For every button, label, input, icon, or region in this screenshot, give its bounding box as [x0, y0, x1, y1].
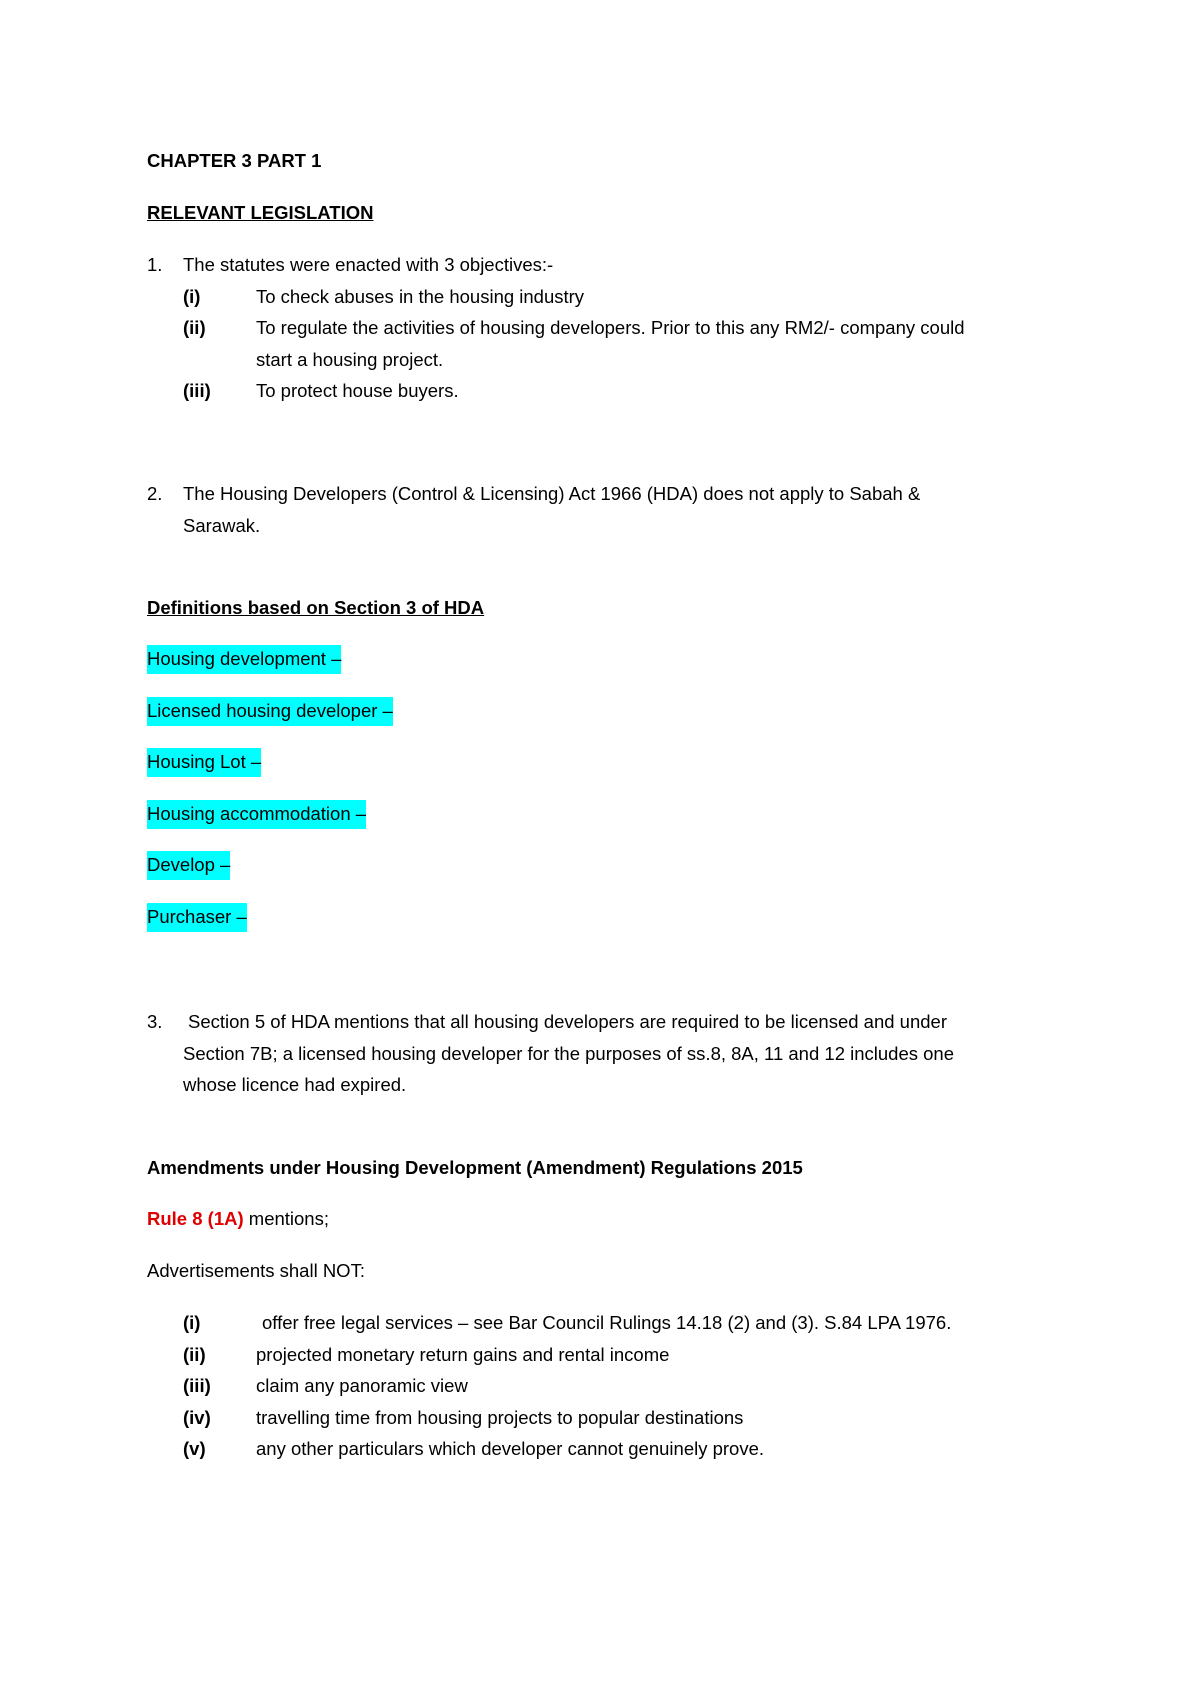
- item-2-number: 2.: [147, 483, 163, 504]
- ad-item-label: (v): [183, 1438, 206, 1459]
- definition-term: [147, 856, 230, 875]
- definition-term: [147, 908, 247, 927]
- rule-reference: Rule 8 (1A): [147, 1208, 244, 1229]
- sub-item-continuation: start a housing project.: [256, 349, 444, 370]
- advertisements-intro: Advertisements shall NOT:: [147, 1260, 365, 1281]
- ad-item-text: offer free legal services – see Bar Council Rulings 14.18 (2) and (3). S.84 LPA 1976.: [262, 1312, 952, 1333]
- ad-item-text: projected monetary return gains and rental income: [256, 1344, 670, 1365]
- definition-term: [147, 805, 366, 824]
- item-1-text: The statutes were enacted with 3 objectives:-: [183, 254, 554, 275]
- definition-term-highlight: Housing development –: [147, 645, 341, 674]
- ad-item-text: claim any panoramic view: [256, 1375, 468, 1396]
- sub-item-text: To check abuses in the housing industry: [256, 286, 585, 307]
- sub-item-text: To regulate the activities of housing developers. Prior to this any RM2/- company could: [256, 317, 965, 338]
- ad-item-label: (ii): [183, 1344, 206, 1365]
- rule-suffix: mentions;: [243, 1208, 329, 1229]
- definition-term-highlight: Housing Lot –: [147, 748, 261, 777]
- ad-item-text: travelling time from housing projects to popular destinations: [256, 1407, 744, 1428]
- sub-item-text: To protect house buyers.: [256, 380, 459, 401]
- item-3-number: 3.: [147, 1011, 163, 1032]
- item-2-continuation: Sarawak.: [183, 515, 261, 536]
- sub-item-label: (iii): [183, 380, 211, 401]
- section-heading: RELEVANT LEGISLATION: [147, 202, 374, 223]
- ad-item-label: (i): [183, 1312, 201, 1333]
- sub-item-label: (i): [183, 286, 201, 307]
- definition-term: [147, 702, 393, 721]
- definition-term-highlight: Housing accommodation –: [147, 800, 366, 829]
- definition-term-highlight: Licensed housing developer –: [147, 697, 393, 726]
- amendments-heading: Amendments under Housing Development (Amendment) Regulations 2015: [147, 1157, 803, 1178]
- ad-item-text: any other particulars which developer cannot genuinely prove.: [256, 1438, 765, 1459]
- item-2-text: The Housing Developers (Control & Licensing) Act 1966 (HDA) does not apply to Sabah &: [183, 483, 921, 504]
- definition-term: [147, 753, 261, 772]
- item-3-line: Section 5 of HDA mentions that all housing developers are required to be licensed and under: [188, 1011, 947, 1032]
- item-1-number: 1.: [147, 254, 163, 275]
- chapter-title: CHAPTER 3 PART 1: [147, 150, 322, 171]
- item-3-line: Section 7B; a licensed housing developer for the purposes of ss.8, 8A, 11 and 12 includes one: [183, 1043, 955, 1064]
- sub-item-label: (ii): [183, 317, 206, 338]
- ad-item-label: (iii): [183, 1375, 211, 1396]
- definition-term-highlight: Purchaser –: [147, 903, 247, 932]
- rule-line: [147, 1210, 329, 1229]
- definitions-heading: Definitions based on Section 3 of HDA: [147, 597, 485, 618]
- item-3-line: whose licence had expired.: [183, 1074, 407, 1095]
- definition-term: [147, 650, 341, 669]
- definition-term-highlight: Develop –: [147, 851, 230, 880]
- ad-item-label: (iv): [183, 1407, 211, 1428]
